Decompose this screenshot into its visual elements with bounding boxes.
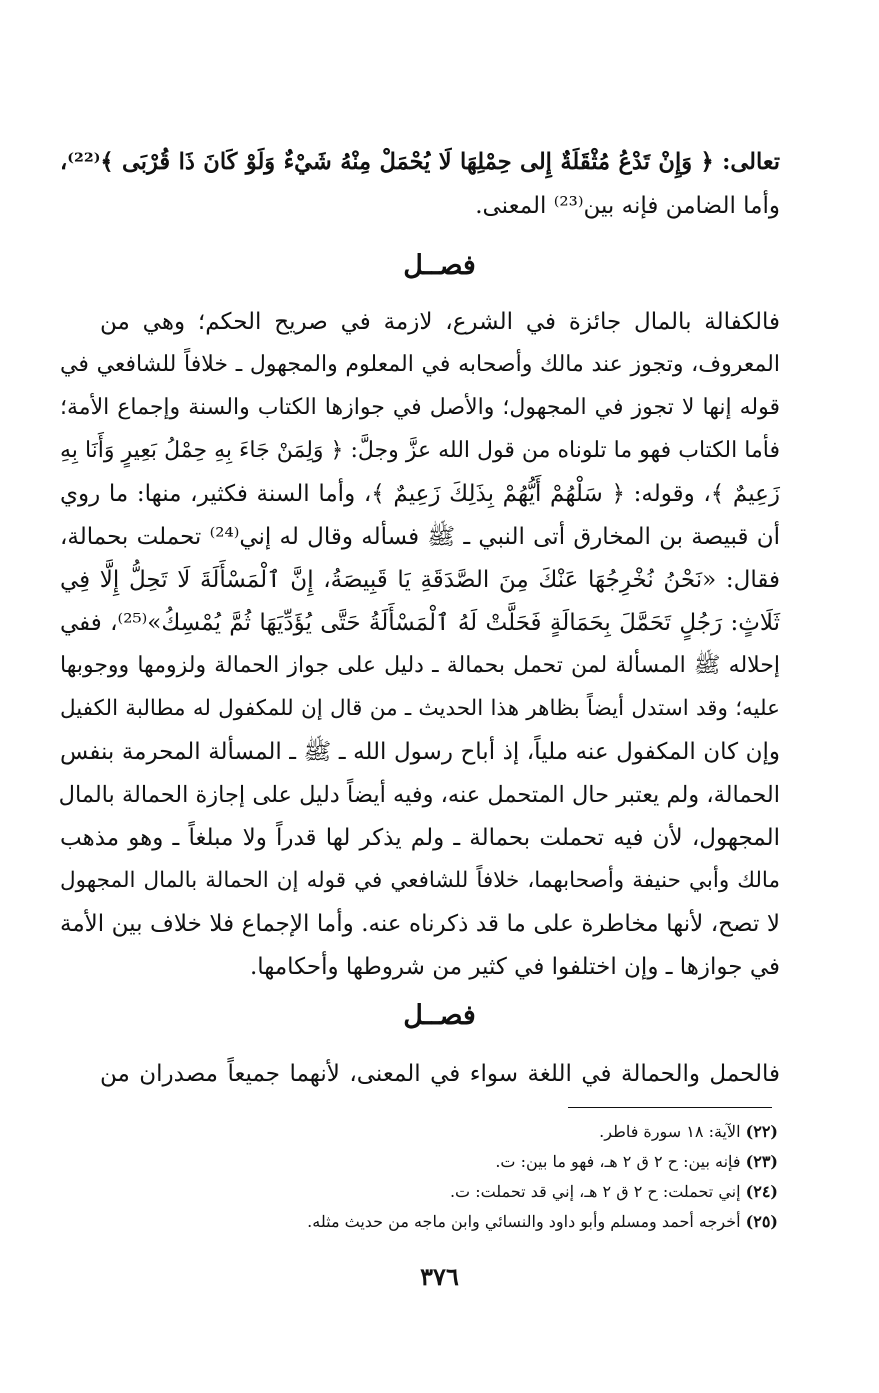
text-line: عليه؛ وقد استدل أيضاً بظاهر هذا الحديث ـ من قال إن للمكفول له مطالبة الكفيل — [60, 696, 780, 721]
footnote-text: الآية: ١٨ سورة فاطر. — [599, 1122, 741, 1141]
text-line: لا تصح، لأنها مخاطرة على ما قد ذكرناه عنه. وأما الإجماع فلا خلاف بين الأمة — [60, 911, 780, 937]
footnote — [98, 1208, 778, 1236]
hadith-line: ثَلَاثٍ: رَجُلٍ تَحَمَّلَ بِحَمَالَةٍ فَحَلَّتْ لَهُ ٱلْمَسْأَلَةُ حَتَّى يُؤَدِّيَهَا ثُمَّ يُمْسِكُ»⁽²⁵⁾، ففي — [60, 610, 780, 636]
footnote-text: إني تحملت: ح ٢ ق ٢ هـ، إني قد تحملت: ت. — [449, 1182, 741, 1201]
footnote — [98, 1178, 778, 1206]
text-line: فأما الكتاب فهو ما تلوناه من قول الله عزَّ وجلَّ: ﴿ وَلِمَنْ جَاءَ بِهِ حِمْلُ بَعِيرٍ وَأَنَا بِهِ — [60, 438, 780, 463]
footnote-number: (٢٥) — [745, 1212, 778, 1231]
footnote-text: فإنه بين: ح ٢ ق ٢ هـ، فهو ما بين: ت. — [495, 1152, 741, 1171]
text-line: مالك وأبي حنيفة وأصحابهما، خلافاً للشافعي في قوله إن الحمالة بالمال المجهول — [60, 868, 780, 893]
footnote-number: (٢٢) — [745, 1122, 778, 1141]
text-line: إحلاله ﷺ المسألة لمن تحمل بحمالة ـ دليل على جواز الحمالة ولزومها ووجوبها — [60, 653, 780, 678]
footnote — [98, 1118, 778, 1146]
section-heading: فصــل — [403, 1000, 476, 1031]
page-number: ٣٧٦ — [420, 1262, 459, 1291]
section-heading: فصــل — [403, 250, 476, 281]
footnote — [98, 1148, 778, 1176]
text-line: فالكفالة بالمال جائزة في الشرع، لازمة في صريح الحكم؛ وهي من — [100, 309, 780, 335]
text-line: قوله إنها لا تجوز في المجهول؛ والأصل في جوازها الكتاب والسنة وإجماع الأمة؛ — [60, 395, 780, 420]
text-line: في جوازها ـ وإن اختلفوا في كثير من شروطها وأحكامها. — [249, 954, 780, 980]
footnote-number: (٢٣) — [745, 1152, 778, 1171]
text-line: المجهول، لأن فيه تحملت بحمالة ـ ولم يذكر لها قدراً ولا مبلغاً ـ وهو مذهب — [60, 825, 780, 851]
text-line: وإن كان المكفول عنه ملياً، إذ أباح رسول الله ـ ﷺ ـ المسألة المحرمة بنفس — [60, 739, 780, 765]
text-line: الحمالة، ولم يعتبر حال المتحمل عنه، وفيه أيضاً دليل على إجازة الحمالة بالمال — [58, 782, 780, 808]
text-line: أن قبيصة بن المخارق أتى النبي ـ ﷺ فسأله وقال له إني⁽²⁴⁾ تحملت بحمالة، — [60, 524, 780, 550]
footnote-text: أخرجه أحمد ومسلم وأبو داود والنسائي وابن ماجه من حديث مثله. — [307, 1212, 741, 1231]
hadith-line: فقال: «نَحْنُ نُخْرِجُهَا عَنْكَ مِنَ الصَّدَقَةِ يَا قَبِيصَةُ، إِنَّ ٱلْمَسْأَلَةَ لَا تَحِلُّ إِلَّا فِي — [60, 567, 780, 593]
text-line: زَعِيمٌ ﴾، وقوله: ﴿ سَلْهُمْ أَيُّهُمْ بِذَلِكَ زَعِيمٌ ﴾، وأما السنة فكثير، منها: ما روي — [60, 481, 780, 507]
text-line: وأما الضامن فإنه بين⁽²³⁾ المعنى. — [475, 193, 780, 219]
quran-line: تعالى: ﴿ وَإِنْ تَدْعُ مُثْقَلَةٌ إِلى حِمْلِهَا لَا يُحْمَلْ مِنْهُ شَيْءٌ وَلَوْ كَانَ ذَا قُرْبَى ﴾⁽²²⁾، — [60, 149, 780, 175]
text-line: فالحمل والحمالة في اللغة سواء في المعنى، لأنهما جميعاً مصدران من — [100, 1061, 780, 1087]
text-line: المعروف، وتجوز عند مالك وأصحابه في المعلوم والمجهول ـ خلافاً للشافعي في — [60, 352, 780, 377]
footnote-number: (٢٤) — [745, 1182, 778, 1201]
footnote-separator — [568, 1107, 772, 1108]
